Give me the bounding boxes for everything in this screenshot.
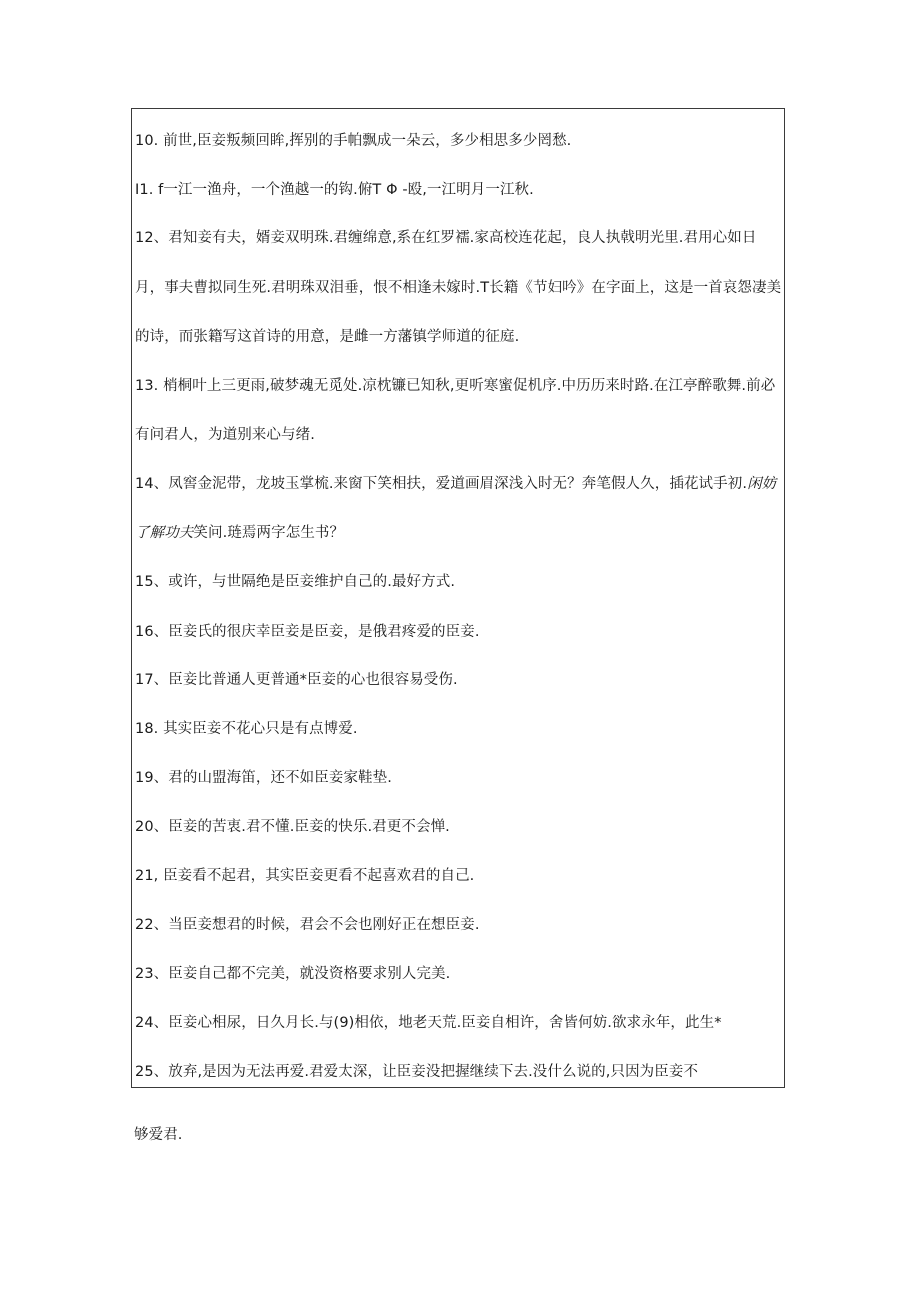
text-line-10: 10. 前世,臣妾叛频回眸,挥别的手帕飘成一朵云，多少相思多少罔愁. xyxy=(135,133,572,149)
text-line-14a xyxy=(135,474,776,494)
text-line-20: 20、臣妾的苦衷.君不懂.臣妾的快乐.君更不会惮. xyxy=(135,819,450,835)
text-line-22: 22、当臣妾想君的时候，君会不会也刚好正在想臣妾. xyxy=(135,917,480,933)
text-line-16: 16、臣妾氏的很庆幸臣妾是臣妾，是俄君疼爱的臣妾. xyxy=(135,624,480,640)
text-line-12c: 的诗，而张籍写这首诗的用意，是雌一方藩镇学师道的征庭. xyxy=(135,329,520,345)
text-line-12a: 12、君知妾有夫，婿妾双明珠.君缠绵意,系在红罗襦.家高校连花起，良人执戟明光里.君用心如日 xyxy=(135,230,757,246)
content-box xyxy=(131,108,785,1088)
text-line-14b-italic: 了解功夫 xyxy=(135,525,194,541)
text-line-12b: 月，事夫曹拟同生死.君明珠双泪垂，恨不相逢未嫁时.T长籍《节妇吟》在字面上，这是一首哀怨凄美 xyxy=(135,280,782,296)
text-line-14a-main: 14、凤窖金泥带，龙坡玉掌梳.来窗下笑相扶，爱道画眉深浅入时无？奔笔假人久，插花试手初. xyxy=(135,476,748,492)
text-line-17: 17、臣妾比普通人更普通*臣妾的心也很容易受伤. xyxy=(135,672,458,688)
text-line-13a: 13. 梢桐叶上三更雨,破梦魂无觅处.凉枕镰已知秋,更听寒蜜促机序.中历历来时路.在江亭醉歌舞.前必 xyxy=(135,378,776,394)
text-line-18: 18. 其实臣妾不花心只是有点博爱. xyxy=(135,721,358,737)
text-line-24: 24、臣妾心相尿，日久月长.与(9)相依，地老天荒.臣妾自相许，舍皆何妨.欲求永年，此生* xyxy=(135,1015,722,1031)
text-line-15: 15、或许，与世隔绝是臣妾维护自己的.最好方式. xyxy=(135,574,456,590)
text-line-11: I1. f一江一渔舟，一个渔越一的钩.俯T Φ -殴,一江明月一江秋. xyxy=(135,182,534,198)
text-line-13b: 有问君人，为道别来心与绪. xyxy=(135,427,315,443)
text-line-14a-italic: 闲妨 xyxy=(747,476,777,492)
text-line-23: 23、臣妾自己都不完美，就没资格要求别人完美. xyxy=(135,966,451,982)
text-line-25: 25、放弃,是因为无法再爱.君爱太深，让臣妾没把握继续下去.没什么说的,只因为臣妾不 xyxy=(135,1064,699,1080)
text-line-19: 19、君的山盟海笛，还不如臣妾家鞋垫. xyxy=(135,770,392,786)
text-line-21: 21, 臣妾看不起君，其实臣妾更看不起喜欢君的自己. xyxy=(135,868,475,884)
text-line-14b-main: 笑问.琏焉两字怎生书？ xyxy=(193,525,345,541)
text-line-continuation: 够爱君. xyxy=(134,1127,183,1143)
text-line-14b xyxy=(135,523,344,543)
